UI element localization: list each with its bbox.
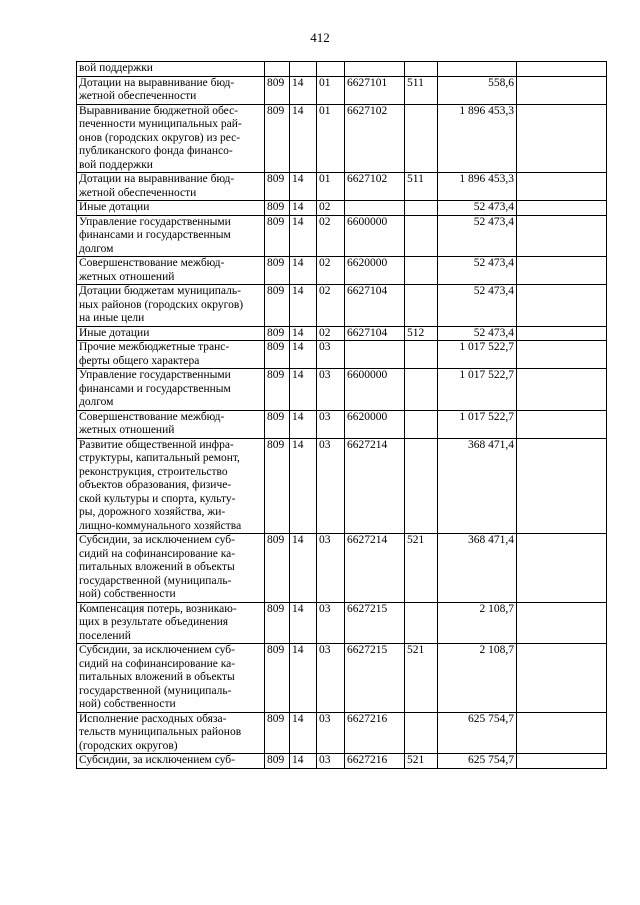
row-amount-cell: 1 017 522,7: [438, 341, 517, 369]
row-amount-cell: 2 108,7: [438, 602, 517, 644]
table-row: [77, 754, 607, 769]
row-vr-cell: [405, 712, 438, 754]
row-name-cell: Субсидии, за исключением суб-: [77, 754, 265, 769]
row-name-cell: Прочие межбюджетные транс- ферты общего характера: [77, 341, 265, 369]
row-amount-cell: 625 754,7: [438, 712, 517, 754]
row-name-cell: Иные дотации: [77, 326, 265, 341]
row-rz-cell: [290, 62, 317, 77]
row-ved-cell: 809: [265, 76, 290, 104]
row-vr-cell: 521: [405, 644, 438, 713]
row-extra-cell: [517, 326, 607, 341]
table-row: [77, 410, 607, 438]
budget-table: [76, 61, 607, 769]
row-extra-cell: [517, 173, 607, 201]
row-amount-cell: 1 017 522,7: [438, 369, 517, 411]
row-rz-cell: 14: [290, 173, 317, 201]
row-ved-cell: 809: [265, 173, 290, 201]
row-ved-cell: 809: [265, 257, 290, 285]
row-vr-cell: [405, 215, 438, 257]
row-pr-cell: [317, 62, 345, 77]
row-extra-cell: [517, 438, 607, 534]
row-extra-cell: [517, 201, 607, 216]
row-amount-cell: 52 473,4: [438, 215, 517, 257]
row-rz-cell: 14: [290, 438, 317, 534]
table-row: [77, 712, 607, 754]
page-number: 412: [310, 30, 330, 45]
row-csr-cell: 6627215: [345, 644, 405, 713]
row-extra-cell: [517, 257, 607, 285]
table-row: [77, 257, 607, 285]
row-rz-cell: 14: [290, 285, 317, 327]
row-vr-cell: 521: [405, 754, 438, 769]
table-row: [77, 438, 607, 534]
row-rz-cell: 14: [290, 534, 317, 603]
row-rz-cell: 14: [290, 410, 317, 438]
row-pr-cell: 03: [317, 534, 345, 603]
row-vr-cell: 521: [405, 534, 438, 603]
row-ved-cell: 809: [265, 341, 290, 369]
row-csr-cell: 6627216: [345, 712, 405, 754]
row-pr-cell: 03: [317, 341, 345, 369]
table-row: [77, 62, 607, 77]
row-ved-cell: 809: [265, 285, 290, 327]
row-ved-cell: 809: [265, 712, 290, 754]
row-extra-cell: [517, 369, 607, 411]
row-name-cell: Субсидии, за исключением суб- сидий на софинансирование ка- питальных вложений в объекты государственной (муниципаль- ной) собственности: [77, 534, 265, 603]
row-ved-cell: 809: [265, 201, 290, 216]
row-rz-cell: 14: [290, 215, 317, 257]
table-row: [77, 201, 607, 216]
row-rz-cell: 14: [290, 326, 317, 341]
row-extra-cell: [517, 341, 607, 369]
row-csr-cell: [345, 341, 405, 369]
row-csr-cell: 6627215: [345, 602, 405, 644]
row-extra-cell: [517, 104, 607, 173]
row-name-cell: Компенсация потерь, возникаю- щих в результате объединения поселений: [77, 602, 265, 644]
row-amount-cell: 1 896 453,3: [438, 104, 517, 173]
row-name-cell: Исполнение расходных обяза- тельств муниципальных районов (городских округов): [77, 712, 265, 754]
row-name-cell: Управление государственными финансами и государственным долгом: [77, 369, 265, 411]
row-pr-cell: 03: [317, 712, 345, 754]
row-amount-cell: 368 471,4: [438, 438, 517, 534]
row-ved-cell: 809: [265, 534, 290, 603]
row-pr-cell: 02: [317, 257, 345, 285]
row-csr-cell: 6627214: [345, 438, 405, 534]
row-ved-cell: 809: [265, 215, 290, 257]
row-vr-cell: 511: [405, 76, 438, 104]
row-name-cell: Дотации на выравнивание бюд- жетной обеспеченности: [77, 173, 265, 201]
row-csr-cell: 6600000: [345, 369, 405, 411]
row-extra-cell: [517, 754, 607, 769]
row-vr-cell: [405, 62, 438, 77]
row-csr-cell: [345, 62, 405, 77]
row-extra-cell: [517, 534, 607, 603]
row-csr-cell: 6627104: [345, 285, 405, 327]
row-name-cell: Выравнивание бюджетной обес- печенности муниципальных рай- онов (городских округов) из рес- публиканского фонда финансо- вой поддержки: [77, 104, 265, 173]
row-rz-cell: 14: [290, 369, 317, 411]
row-name-cell: Дотации бюджетам муниципаль- ных районов (городских округов) на иные цели: [77, 285, 265, 327]
row-extra-cell: [517, 602, 607, 644]
row-pr-cell: 02: [317, 215, 345, 257]
row-amount-cell: 558,6: [438, 76, 517, 104]
table-row: [77, 76, 607, 104]
row-csr-cell: 6627216: [345, 754, 405, 769]
row-ved-cell: [265, 62, 290, 77]
row-vr-cell: [405, 438, 438, 534]
row-name-cell: Развитие общественной инфра- структуры, капитальный ремонт, реконструкция, строительство объектов образования, физиче- ской культуры и спорта, культу- ры, дорожного хозяйства, жи- лищно-коммунального хозяйства: [77, 438, 265, 534]
row-rz-cell: 14: [290, 104, 317, 173]
row-amount-cell: [438, 62, 517, 77]
row-csr-cell: 6620000: [345, 257, 405, 285]
row-amount-cell: 625 754,7: [438, 754, 517, 769]
row-vr-cell: [405, 341, 438, 369]
row-ved-cell: 809: [265, 438, 290, 534]
row-name-cell: вой поддержки: [77, 62, 265, 77]
row-csr-cell: 6620000: [345, 410, 405, 438]
row-pr-cell: 01: [317, 173, 345, 201]
row-csr-cell: 6627101: [345, 76, 405, 104]
row-pr-cell: 03: [317, 410, 345, 438]
row-extra-cell: [517, 285, 607, 327]
row-ved-cell: 809: [265, 754, 290, 769]
row-csr-cell: 6627214: [345, 534, 405, 603]
row-name-cell: Субсидии, за исключением суб- сидий на софинансирование ка- питальных вложений в объекты государственной (муниципаль- ной) собственности: [77, 644, 265, 713]
row-extra-cell: [517, 76, 607, 104]
row-rz-cell: 14: [290, 76, 317, 104]
row-amount-cell: 52 473,4: [438, 285, 517, 327]
row-rz-cell: 14: [290, 754, 317, 769]
row-name-cell: Управление государственными финансами и государственным долгом: [77, 215, 265, 257]
row-vr-cell: [405, 410, 438, 438]
table-row: [77, 602, 607, 644]
row-amount-cell: 1 896 453,3: [438, 173, 517, 201]
row-extra-cell: [517, 410, 607, 438]
table-row: [77, 215, 607, 257]
row-csr-cell: 6600000: [345, 215, 405, 257]
row-extra-cell: [517, 712, 607, 754]
row-name-cell: Дотации на выравнивание бюд- жетной обеспеченности: [77, 76, 265, 104]
table-row: [77, 104, 607, 173]
row-rz-cell: 14: [290, 201, 317, 216]
row-ved-cell: 809: [265, 369, 290, 411]
table-row: [77, 285, 607, 327]
row-csr-cell: [345, 201, 405, 216]
table-row: [77, 369, 607, 411]
row-vr-cell: 511: [405, 173, 438, 201]
row-name-cell: Совершенствование межбюд- жетных отношений: [77, 257, 265, 285]
row-vr-cell: [405, 104, 438, 173]
row-amount-cell: 52 473,4: [438, 201, 517, 216]
row-rz-cell: 14: [290, 341, 317, 369]
row-extra-cell: [517, 644, 607, 713]
row-ved-cell: 809: [265, 644, 290, 713]
row-rz-cell: 14: [290, 644, 317, 713]
row-amount-cell: 52 473,4: [438, 326, 517, 341]
row-pr-cell: 03: [317, 602, 345, 644]
row-vr-cell: [405, 257, 438, 285]
row-name-cell: Совершенствование межбюд- жетных отношений: [77, 410, 265, 438]
row-vr-cell: [405, 285, 438, 327]
row-amount-cell: 2 108,7: [438, 644, 517, 713]
row-csr-cell: 6627102: [345, 173, 405, 201]
row-vr-cell: [405, 201, 438, 216]
table-row: [77, 173, 607, 201]
table-body: [77, 62, 607, 769]
row-csr-cell: 6627104: [345, 326, 405, 341]
row-rz-cell: 14: [290, 602, 317, 644]
row-extra-cell: [517, 62, 607, 77]
row-amount-cell: 368 471,4: [438, 534, 517, 603]
row-pr-cell: 01: [317, 104, 345, 173]
row-rz-cell: 14: [290, 257, 317, 285]
row-pr-cell: 01: [317, 76, 345, 104]
row-vr-cell: [405, 602, 438, 644]
row-pr-cell: 02: [317, 326, 345, 341]
row-extra-cell: [517, 215, 607, 257]
row-amount-cell: 1 017 522,7: [438, 410, 517, 438]
row-ved-cell: 809: [265, 326, 290, 341]
row-pr-cell: 03: [317, 369, 345, 411]
row-pr-cell: 03: [317, 438, 345, 534]
row-name-cell: Иные дотации: [77, 201, 265, 216]
row-amount-cell: 52 473,4: [438, 257, 517, 285]
table-row: [77, 326, 607, 341]
row-csr-cell: 6627102: [345, 104, 405, 173]
row-vr-cell: [405, 369, 438, 411]
row-pr-cell: 03: [317, 754, 345, 769]
row-pr-cell: 02: [317, 201, 345, 216]
row-rz-cell: 14: [290, 712, 317, 754]
row-ved-cell: 809: [265, 410, 290, 438]
row-pr-cell: 03: [317, 644, 345, 713]
table-row: [77, 534, 607, 603]
row-ved-cell: 809: [265, 104, 290, 173]
table-row: [77, 644, 607, 713]
table-row: [77, 341, 607, 369]
row-pr-cell: 02: [317, 285, 345, 327]
row-ved-cell: 809: [265, 602, 290, 644]
row-vr-cell: 512: [405, 326, 438, 341]
